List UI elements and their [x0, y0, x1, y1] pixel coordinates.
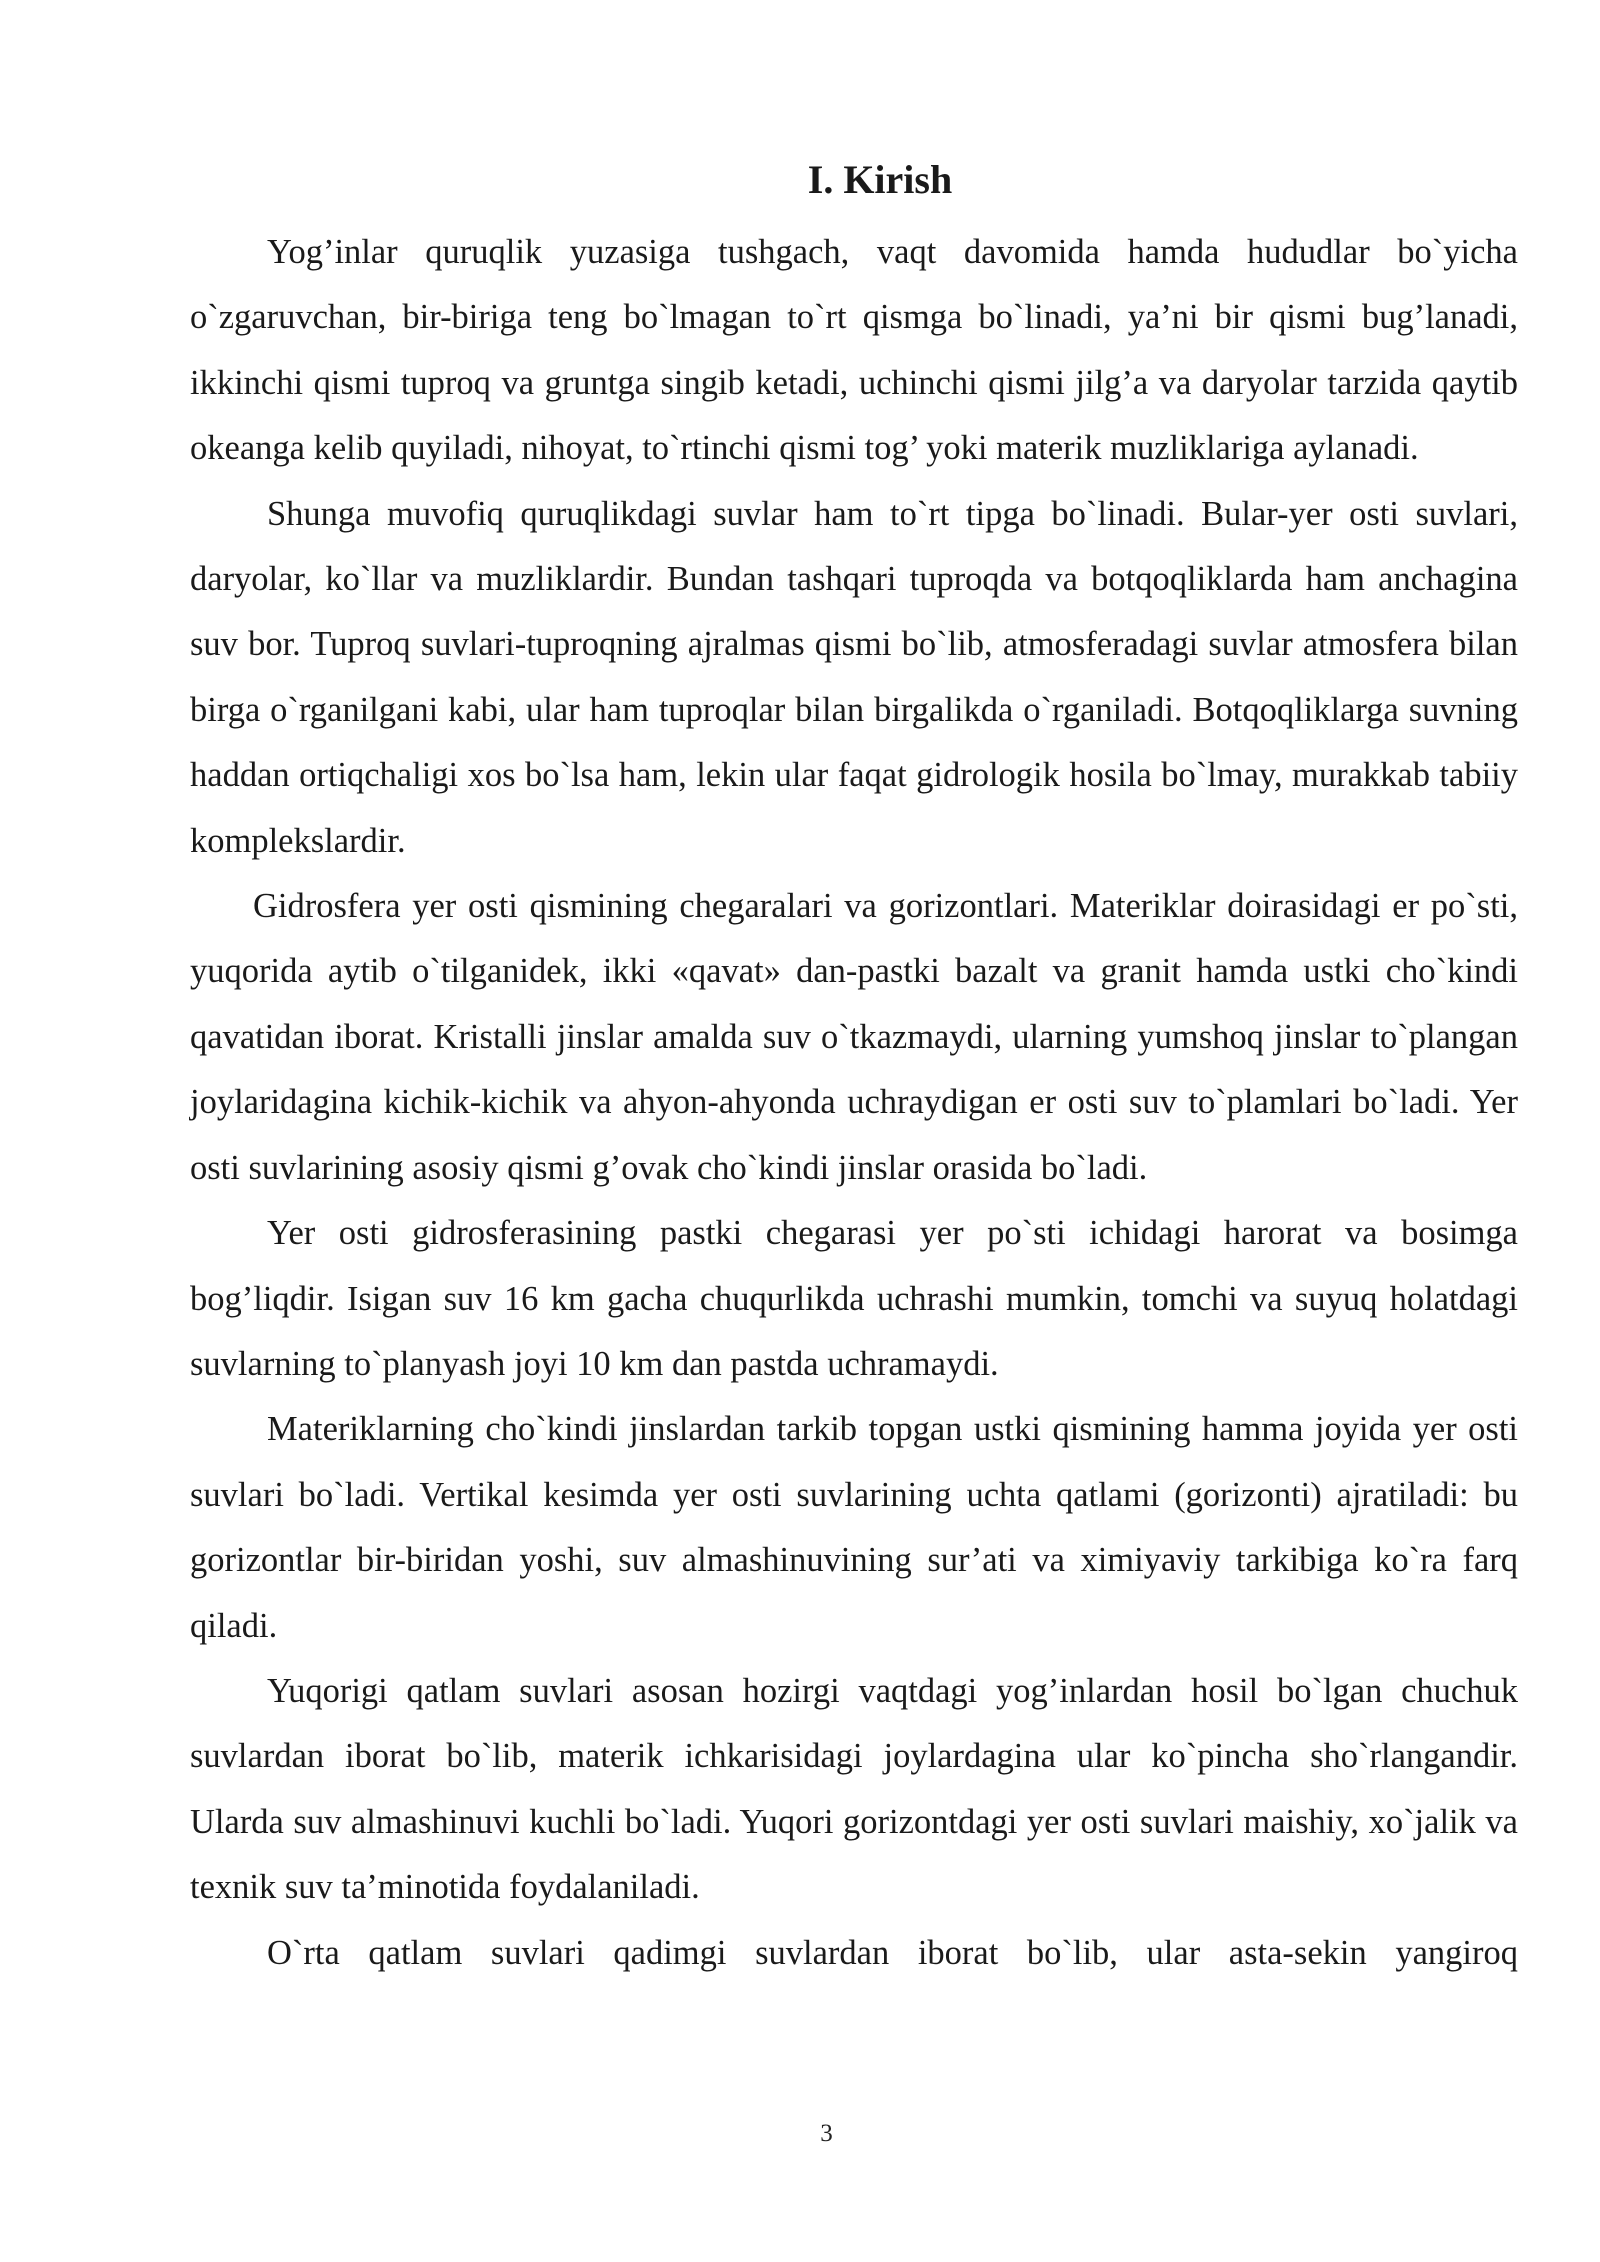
document-page [190, 140, 1518, 1986]
page-number: 3 [820, 2120, 833, 2147]
paragraph-precipitation: Yog’inlar quruqlik yuzasiga tushgach, vaqt davomida hamda hududlar bo`yicha o`zgaruvchan, bir-biriga teng bo`lmagan to`rt qismga bo`linadi, ya’ni bir qismi bug’lanadi, ikkinchi qismi tuproq va gruntga singib ketadi, uchinchi qismi jilg’a va daryolar tarzida qaytib okeanga kelib quyiladi, nihoyat, to`rtinchi qismi tog’ yoki materik muzliklariga aylanadi. [190, 233, 1518, 468]
paragraph-middle-layer: O`rta qatlam suvlari qadimgi suvlardan iborat bo`lib, ular asta-sekin yangiroq [267, 1933, 1518, 1972]
paragraph-land-waters: Shunga muvofiq quruqlikdagi suvlar ham to`rt tipga bo`linadi. Bular-yer osti suvlari, daryolar, ko`llar va muzliklardir. Bundan tashqari tuproqda va botqoqliklarda ham anchagina suv bor. Tuproq suvlari-tuproqning ajralmas qismi bo`lib, atmosferadagi suvlar atmosfera bilan birga o`rganilgani kabi, ular ham tuproqlar bilan birgalikda o`rganiladi. Botqoqliklarga suvning haddan ortiqchaligi xos bo`lsa ham, lekin ular faqat gidrologik hosila bo`lmay, murakkab tabiiy komplekslardir. [190, 494, 1518, 860]
section-heading: I. Kirish [807, 157, 953, 202]
paragraph-groundwater-layers: Materiklarning cho`kindi jinslardan tarkib topgan ustki qismining hamma joyida yer osti suvlari bo`ladi. Vertikal kesimda yer osti suvlarining uchta qatlami (gorizonti) ajratiladi: bu gorizontlar bir-biridan yoshi, suv almashinuvining sur’ati va ximiyaviy tarkibiga ko`ra farq qiladi. [190, 1410, 1518, 1645]
paragraph-lower-boundary: Yer osti gidrosferasining pastki chegarasi yer po`sti ichidagi harorat va bosimga bog’liqdir. Isigan suv 16 km gacha chuqurlikda uchrashi mumkin, tomchi va suyuq holatdagi suvlarning to`planyash joyi 10 km dan pastda uchramaydi. [190, 1214, 1518, 1383]
paragraph-upper-layer: Yuqorigi qatlam suvlari asosan hozirgi vaqtdagi yog’inlardan hosil bo`lgan chuchuk suvlardan iborat bo`lib, materik ichkarisidagi joylardagina ular ko`pincha sho`rlangandir. Ularda suv almashinuvi kuchli bo`ladi. Yuqori gorizontdagi yer osti suvlari maishiy, xo`jalik va texnik suv ta’minotida foydalaniladi. [190, 1671, 1518, 1907]
paragraph-hydrosphere-boundaries: Gidrosfera yer osti qismining chegaralari va gorizontlari. Materiklar doirasidagi er po`sti, yuqorida aytib o`tilganidek, ikki «qavat» dan-pastki bazalt va granit hamda ustki cho`kindi qavatidan iborat. Kristalli jinslar amalda suv o`tkazmaydi, ularning yumshoq jinslar to`plangan joylaridagina kichik-kichik va ahyon-ahyonda uchraydigan er osti suv to`plamlari bo`ladi. Yer osti suvlarining asosiy qismi g’ovak cho`kindi jinslar orasida bo`ladi. [190, 887, 1518, 1187]
